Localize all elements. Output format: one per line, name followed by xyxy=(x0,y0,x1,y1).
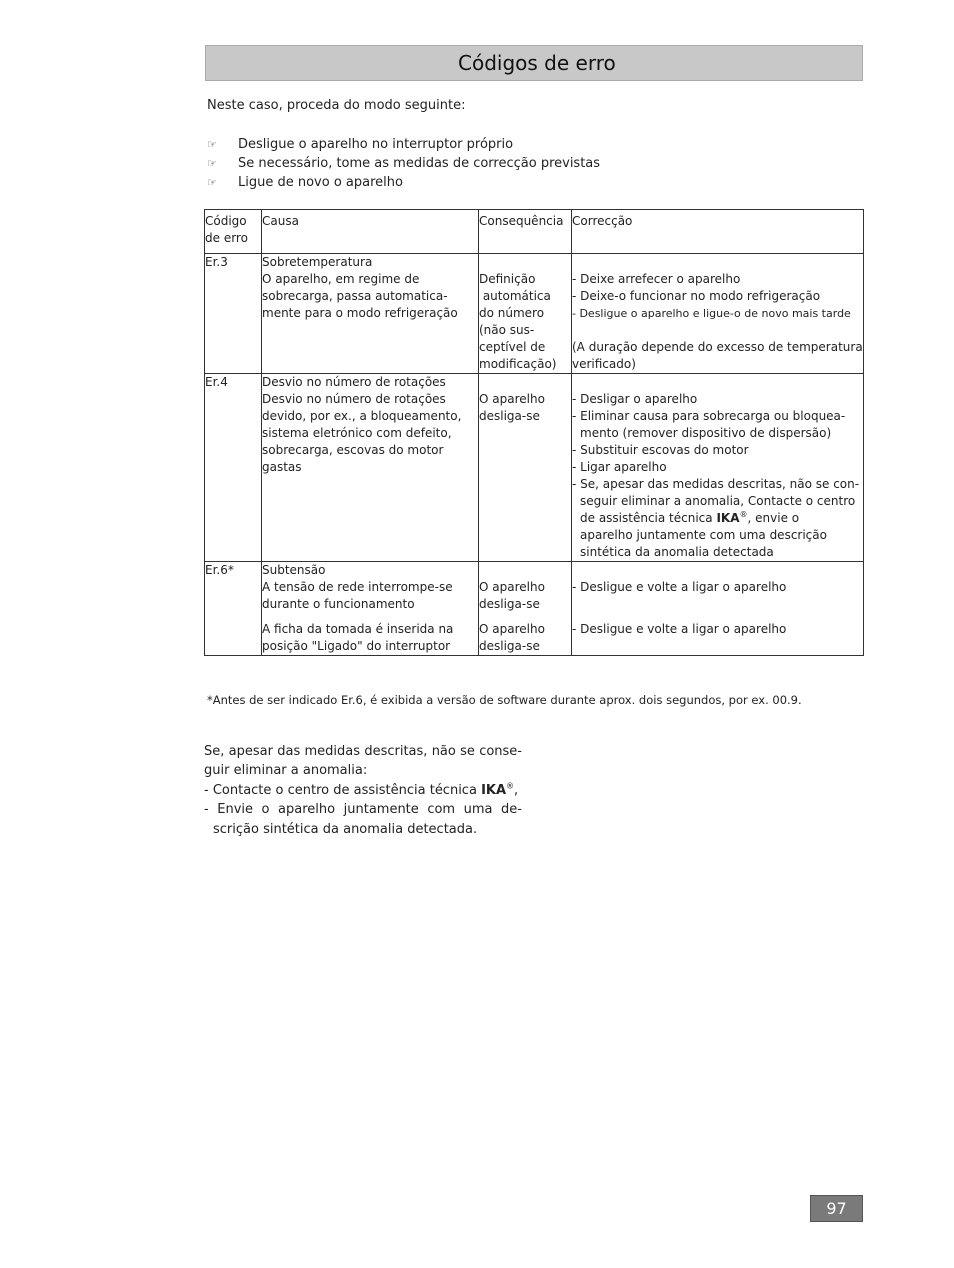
correction-line: - Eliminar causa para sobrecarga ou bloquea- xyxy=(572,409,846,423)
cause-title: Subtensão xyxy=(262,563,326,577)
correction-line: - Deixe arrefecer o aparelho xyxy=(572,272,741,286)
correction-line: - Ligar aparelho xyxy=(572,460,667,474)
header-correction: Correcção xyxy=(572,210,864,254)
ika-brand: IKA xyxy=(481,782,507,798)
cause-title: Desvio no número de rotações xyxy=(262,375,446,389)
correction-line: - Desligue o aparelho e ligue-o de novo mais tarde xyxy=(572,307,851,320)
spacer xyxy=(262,613,478,621)
correction-cell xyxy=(572,562,864,656)
header-code xyxy=(205,210,262,254)
pointing-hand-icon: ☞ xyxy=(207,176,217,189)
correction-line: seguir eliminar a anomalia, Contacte o centro xyxy=(580,494,856,508)
correction-line: aparelho juntamente com uma descrição xyxy=(580,528,827,542)
list-item xyxy=(207,156,600,175)
step-text: Se necessário, tome as medidas de correcção previstas xyxy=(238,156,601,171)
consequence-line: O aparelho xyxy=(479,580,545,594)
spacer xyxy=(572,596,863,613)
list-item xyxy=(207,137,600,156)
list-item xyxy=(207,175,600,194)
spacer xyxy=(479,374,571,391)
pointing-hand-icon: ☞ xyxy=(207,138,217,151)
header-code-line: Código xyxy=(205,214,247,228)
correction-line: - Desligue e volte a ligar o aparelho xyxy=(572,580,787,594)
step-text: Ligue de novo o aparelho xyxy=(238,175,403,190)
table-row xyxy=(205,254,864,374)
consequence-line: (não sus- xyxy=(479,323,535,337)
cause-cell xyxy=(262,254,479,374)
correction-line: - Se, apesar das medidas descritas, não se con- xyxy=(572,477,860,491)
cause-line: durante o funcionamento xyxy=(262,597,415,611)
correction-cell xyxy=(572,254,864,374)
correction-ika-line xyxy=(572,510,863,527)
consequence-cell xyxy=(479,562,572,656)
cause-line: gastas xyxy=(262,460,302,474)
cause-line: sistema eletrónico com defeito, xyxy=(262,426,452,440)
final-text: - Contacte o centro de assistência técnica xyxy=(204,782,482,798)
cause-line: sobrecarga, passa automatica- xyxy=(262,289,448,303)
spacer xyxy=(572,374,863,391)
consequence-cell xyxy=(479,254,572,374)
spacer xyxy=(479,613,571,621)
final-line: guir eliminar a anomalia: xyxy=(204,763,368,779)
table-row xyxy=(205,374,864,562)
cause-line: A tensão de rede interrompe-se xyxy=(262,580,453,594)
correction-line: mento (remover dispositivo de dispersão) xyxy=(580,426,832,440)
header-code-line: de erro xyxy=(205,231,248,245)
error-code: Er.4 xyxy=(205,374,262,562)
cause-line: mente para o modo refrigeração xyxy=(262,306,458,320)
step-text: Desligue o aparelho no interruptor próprio xyxy=(238,137,514,152)
table-header-row xyxy=(205,210,864,254)
correction-text: de assistência técnica xyxy=(580,511,717,525)
spacer xyxy=(479,562,571,579)
error-code: Er.6* xyxy=(205,562,262,656)
registered-mark: ® xyxy=(506,781,515,791)
consequence-line: desliga-se xyxy=(479,409,540,423)
final-note xyxy=(204,742,522,839)
final-line: Se, apesar das medidas descritas, não se conse- xyxy=(204,744,522,759)
consequence-cell xyxy=(479,374,572,562)
consequence-line: O aparelho xyxy=(479,392,545,406)
consequence-line: desliga-se xyxy=(479,639,540,653)
cause-line: A ficha da tomada é inserida na xyxy=(262,622,454,636)
cause-line: Desvio no número de rotações xyxy=(262,392,446,406)
steps-list xyxy=(207,137,600,194)
correction-cell xyxy=(572,374,864,562)
cause-line: devido, por ex., a bloqueamento, xyxy=(262,409,462,423)
correction-line: - Desligar o aparelho xyxy=(572,392,698,406)
table-footnote: *Antes de ser indicado Er.6, é exibida a versão de software durante aprox. dois segundos, por ex. 00.9. xyxy=(207,693,802,707)
final-ika-line xyxy=(204,781,522,800)
consequence-line: O aparelho xyxy=(479,622,545,636)
pointing-hand-icon: ☞ xyxy=(207,157,217,170)
cause-cell xyxy=(262,374,479,562)
cause-line: posição "Ligado" do interruptor xyxy=(262,639,451,653)
error-codes-table xyxy=(204,209,864,656)
consequence-line: desliga-se xyxy=(479,597,540,611)
spacer xyxy=(572,254,863,271)
correction-note-line: verificado) xyxy=(572,357,636,371)
correction-text: , envie o xyxy=(747,511,800,525)
final-text: , xyxy=(514,782,519,798)
spacer xyxy=(572,562,863,579)
table-row xyxy=(205,562,864,656)
consequence-line: Definição xyxy=(479,272,536,286)
page-header-bar xyxy=(205,45,863,81)
error-code: Er.3 xyxy=(205,254,262,374)
correction-note-line: (A duração depende do excesso de temperatura xyxy=(572,340,863,354)
spacer xyxy=(479,254,571,271)
correction-line: - Deixe-o funcionar no modo refrigeração xyxy=(572,289,821,303)
correction-line: - Substituir escovas do motor xyxy=(572,443,749,457)
registered-mark: ® xyxy=(739,510,748,519)
consequence-line: ceptível de xyxy=(479,340,546,354)
correction-line: sintética da anomalia detectada xyxy=(580,545,774,559)
correction-line: - Desligue e volte a ligar o aparelho xyxy=(572,622,787,636)
cause-line: sobrecarga, escovas do motor xyxy=(262,443,444,457)
consequence-line: modificação) xyxy=(479,357,557,371)
consequence-line: automática xyxy=(479,289,551,303)
page-title: Códigos de erro xyxy=(458,51,616,75)
final-line: - Envie o aparelho juntamente com uma de- xyxy=(204,802,522,818)
spacer xyxy=(572,613,863,621)
ika-brand: IKA xyxy=(716,511,740,525)
cause-cell xyxy=(262,562,479,656)
cause-line: O aparelho, em regime de xyxy=(262,272,420,286)
header-cause: Causa xyxy=(262,210,479,254)
consequence-line: do número xyxy=(479,306,545,320)
spacer xyxy=(572,322,863,339)
header-consequence: Consequência xyxy=(479,210,572,254)
final-line: scrição sintética da anomalia detectada. xyxy=(213,821,478,837)
page-number: 97 xyxy=(810,1195,863,1222)
intro-text: Neste caso, proceda do modo seguinte: xyxy=(207,98,466,113)
cause-title: Sobretemperatura xyxy=(262,255,373,269)
